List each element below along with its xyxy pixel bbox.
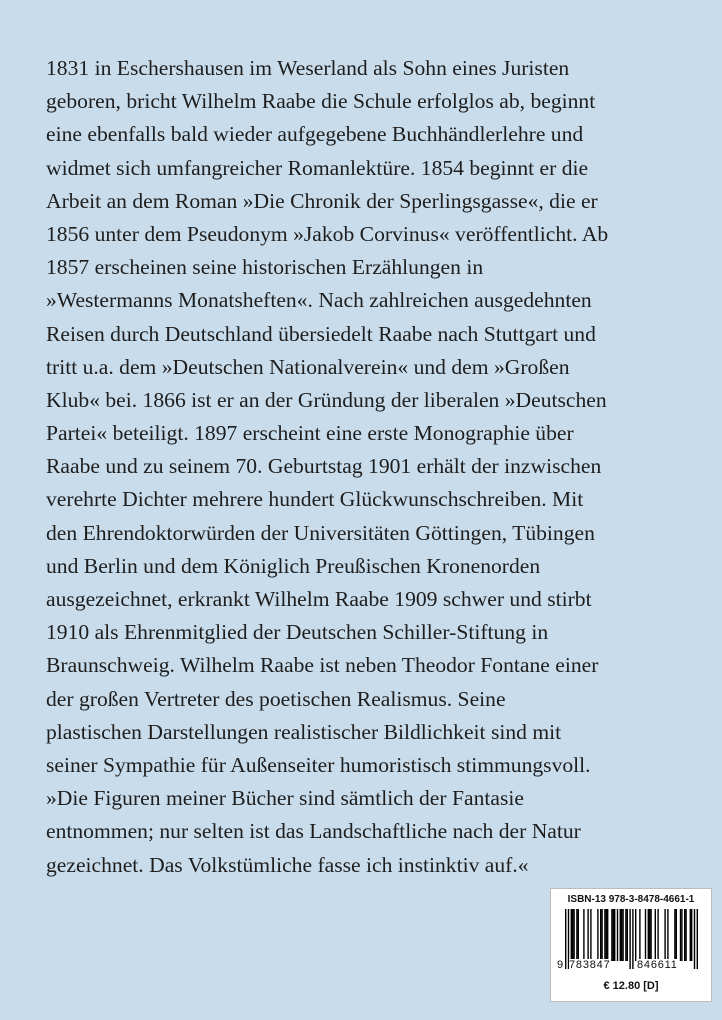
barcode-bar	[650, 909, 651, 961]
blurb-line: »Die Figuren meiner Bücher sind sämtlich der Fantasie	[46, 786, 524, 811]
barcode-bar	[600, 909, 601, 961]
barcode-bar	[611, 909, 612, 961]
blurb-line: 1910 als Ehrenmitglied der Deutschen Schiller-Stiftung in	[46, 620, 549, 645]
barcode-bar	[690, 909, 691, 961]
barcode-bar	[583, 909, 584, 961]
barcode-bar	[648, 909, 649, 961]
blurb-line: widmet sich umfangreicher Romanlektüre. 1854 beginnt er die	[46, 155, 589, 180]
blurb-line: plastischen Darstellungen realistischer Bildlichkeit sind mit	[46, 719, 562, 744]
blurb-line: 1857 erscheinen seine historischen Erzählungen in	[46, 255, 484, 280]
blurb-line: geboren, bricht Wilhelm Raabe die Schule erfolglos ab, beginnt	[46, 89, 596, 114]
barcode-bar	[617, 909, 618, 961]
blurb-line: tritt u.a. dem »Deutschen Nationalverein« und dem »Großen	[46, 354, 570, 379]
barcode-bar	[691, 909, 692, 961]
barcode-bar	[573, 909, 574, 961]
barcode-bar	[576, 909, 577, 961]
barcode-bar	[620, 909, 621, 961]
barcode-bar	[625, 909, 626, 961]
blurb-line: der großen Vertreter des poetischen Realismus. Seine	[46, 686, 506, 711]
back-cover-blurb	[46, 52, 686, 882]
barcode-bar	[664, 909, 665, 961]
blurb-line: Partei« beteiligt. 1897 erscheint eine erste Monographie über	[46, 421, 574, 446]
isbn-label: ISBN-13 978-3-8478-4661-1	[567, 894, 695, 905]
barcode-bar	[578, 909, 579, 961]
blurb-line: Raabe und zu seinem 70. Geburtstag 1901 erhält der inzwischen	[46, 454, 602, 479]
barcode-bar	[674, 909, 675, 961]
barcode-bar	[604, 909, 605, 961]
blurb-line: gezeichnet. Das Volkstümliche fasse ich instinktiv auf.«	[46, 852, 529, 877]
blurb-line: Braunschweig. Wilhelm Raabe ist neben Theodor Fontane einer	[46, 653, 599, 678]
barcode-bar	[621, 909, 622, 961]
barcode-bar	[601, 909, 602, 961]
blurb-line: 1831 in Eschershausen im Weserland als Sohn eines Juristen	[46, 56, 570, 80]
barcode-bar	[597, 909, 598, 961]
barcode-bar	[613, 909, 614, 961]
barcode-bar	[645, 909, 646, 961]
barcode-bar	[572, 909, 573, 961]
barcode-bar	[606, 909, 607, 961]
barcode-bar	[639, 909, 640, 961]
barcode-digits-right: 846611	[637, 959, 678, 971]
barcode-bar	[680, 909, 681, 961]
barcode-digits-left: 783847	[569, 959, 611, 971]
blurb-line: und Berlin und dem Königlich Preußischen Kronenorden	[46, 553, 541, 578]
barcode-bar	[655, 909, 656, 961]
barcode-bar	[676, 909, 677, 961]
price-label: € 12.80 [D]	[603, 980, 659, 992]
blurb-line: Arbeit an dem Roman »Die Chronik der Sperlingsgasse«, die er	[46, 188, 598, 213]
barcode-bar	[681, 909, 682, 961]
barcode-bar	[622, 909, 623, 961]
blurb-line: eine ebenfalls bald wieder aufgegebene Buchhändlerlehre und	[46, 122, 584, 147]
barcode-bar	[667, 909, 668, 961]
barcode-bar	[649, 909, 650, 961]
blurb-line: ausgezeichnet, erkrankt Wilhelm Raabe 1909 schwer und stirbt	[46, 587, 592, 611]
blurb-line: Reisen durch Deutschland übersiedelt Raabe nach Stuttgart und	[46, 321, 596, 346]
blurb-line: Klub« bei. 1866 ist er an der Gründung der liberalen »Deutschen	[46, 387, 607, 412]
blurb-line: den Ehrendoktorwürden der Universitäten Göttingen, Tübingen	[46, 520, 595, 545]
blurb-line: verehrte Dichter mehrere hundert Glückwunschschreiben. Mit	[46, 487, 584, 512]
barcode-bar	[685, 909, 686, 961]
barcode-bar	[627, 909, 628, 961]
blurb-line: »Westermanns Monatsheften«. Nach zahlreichen ausgedehnten	[46, 288, 592, 313]
barcode-bar	[657, 909, 658, 961]
isbn-barcode-box	[550, 888, 712, 1002]
barcode-bar	[614, 909, 615, 961]
barcode-bar	[571, 909, 572, 961]
blurb-line: seiner Sympathie für Außenseiter humoristisch stimmungsvoll.	[46, 752, 591, 777]
barcode-bar	[590, 909, 591, 961]
barcode-digit-first: 9	[557, 959, 564, 971]
barcode-bar	[607, 909, 608, 961]
barcode-bar	[684, 909, 685, 961]
blurb-line: 1856 unter dem Pseudonym »Jakob Corvinus« veröffentlicht. Ab	[46, 221, 609, 246]
blurb-line: entnommen; nur selten ist das Landschaftliche nach der Natur	[46, 819, 581, 844]
barcode-digits	[551, 959, 711, 973]
barcode-bar	[635, 909, 636, 961]
barcode-bar	[587, 909, 588, 961]
